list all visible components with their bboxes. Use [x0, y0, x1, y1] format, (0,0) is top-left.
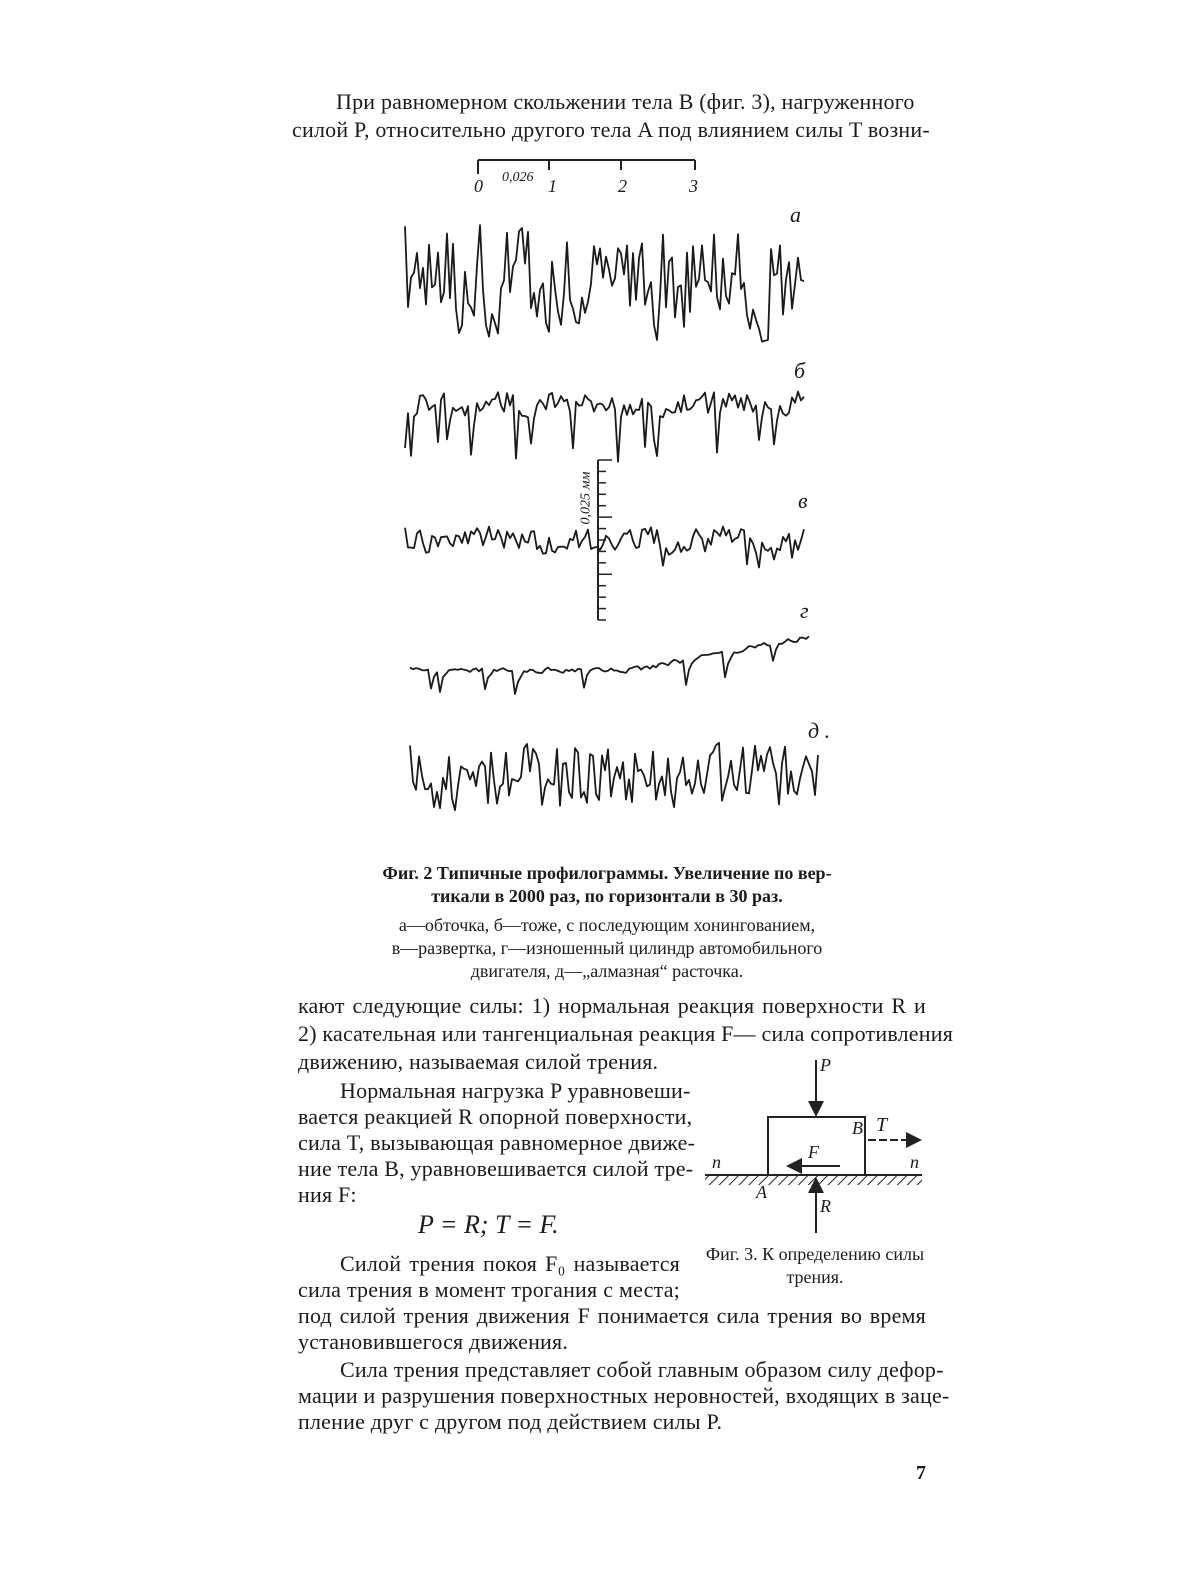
top-line-1: При равномерном скольжении тела В (фиг. 3), нагруженного [336, 89, 915, 114]
fig3-label-b: B [852, 1118, 863, 1138]
fig2-caption [372, 862, 842, 983]
fig2-legend-3: двигателя, д—„алмазная“ расточка. [470, 961, 744, 981]
fig3-caption-line1: Фиг. 3. К определению силы [705, 1244, 925, 1264]
fig3-caption [690, 1243, 940, 1289]
body-line-6: сила T, вызывающая равномерное движе- [298, 1130, 696, 1155]
fig3-label-f: F [808, 1142, 819, 1162]
scale-unit-label: 0,026 [502, 170, 534, 185]
body-line-4: Нормальная нагрузка P уравновеши- [340, 1078, 691, 1103]
profilogram-trace-a [400, 180, 810, 370]
trace-label-v: в [798, 488, 808, 513]
body-line-5: вается реакцией R опорной поверхности, [298, 1104, 693, 1129]
fig3-label-n-right: n [910, 1152, 919, 1172]
trace-label-b: б [794, 358, 806, 383]
body-line-2: 2) касательная или тангенциальная реакция F— сила сопротивления [298, 1021, 954, 1046]
scale-tick-3: 3 [689, 176, 698, 196]
scale-tick-2: 2 [618, 176, 627, 196]
fig3-label-n-left: n [712, 1152, 721, 1172]
body-line-7: ние тела B, уравновешивается силой тре- [298, 1156, 694, 1181]
fig3-label-t: T [876, 1114, 888, 1136]
fig3-label-a: A [756, 1182, 767, 1202]
trace-d-line [410, 743, 818, 810]
fig3-caption-line2: трения. [786, 1267, 844, 1287]
ground-hatching [705, 1176, 922, 1185]
body-line-12: установившегося движения. [298, 1329, 569, 1354]
body-line-9: Силой трения покоя F₀ называется [340, 1251, 680, 1276]
body-line-1: кают следующие силы: 1) нормальная реакция поверхности R и [298, 993, 926, 1018]
trace-label-d: д . [808, 718, 831, 743]
body-line-10: сила трения в момент трогания с места; [298, 1277, 680, 1302]
trace-g-line [410, 636, 809, 694]
fig2-legend-1: а—обточка, б—тоже, с последующим хонингованием, [398, 915, 816, 935]
vertical-scale-label: 0,025 мм [578, 471, 594, 525]
top-line-2: силой P, относительно другого тела A под влиянием силы T возни- [292, 117, 930, 142]
trace-label-a: а [790, 202, 801, 227]
profilogram-trace-g [405, 615, 815, 725]
fig2-legend-2: в—развертка, г—изношенный цилиндр автомобильного [391, 938, 823, 958]
body-line-14: мации и разрушения поверхностных неровностей, входящих в заце- [298, 1383, 950, 1408]
body-line-15: пление друг с другом под действием силы P. [298, 1409, 723, 1434]
fig3-label-p: P [820, 1055, 831, 1075]
trace-b-line [405, 392, 804, 462]
fig2-title: Фиг. 2 [382, 863, 433, 883]
body-line-11: под силой трения движения F понимается сила трения во время [298, 1303, 926, 1328]
page-number: 7 [916, 1462, 926, 1484]
trace-label-g: г [800, 598, 809, 623]
scale-tick-1: 1 [548, 176, 557, 196]
body-line-3: движению, называемая силой трения. [298, 1049, 659, 1074]
fig2-caption-line1: Типичные профилограммы. Увеличение по вер- [436, 863, 832, 883]
fig2-caption-line2: тикали в 2000 раз, по горизонтали в 30 раз. [431, 886, 783, 906]
profilogram-trace-d [405, 735, 825, 825]
trace-a-line [405, 225, 804, 341]
body-line-13: Сила трения представляет собой главным образом силу дефор- [340, 1357, 944, 1382]
body-line-8: ния F: [298, 1182, 357, 1207]
scale-tick-0: 0 [474, 176, 483, 196]
equation: P = R; T = F. [418, 1210, 559, 1239]
fig3-label-r: R [820, 1196, 831, 1216]
